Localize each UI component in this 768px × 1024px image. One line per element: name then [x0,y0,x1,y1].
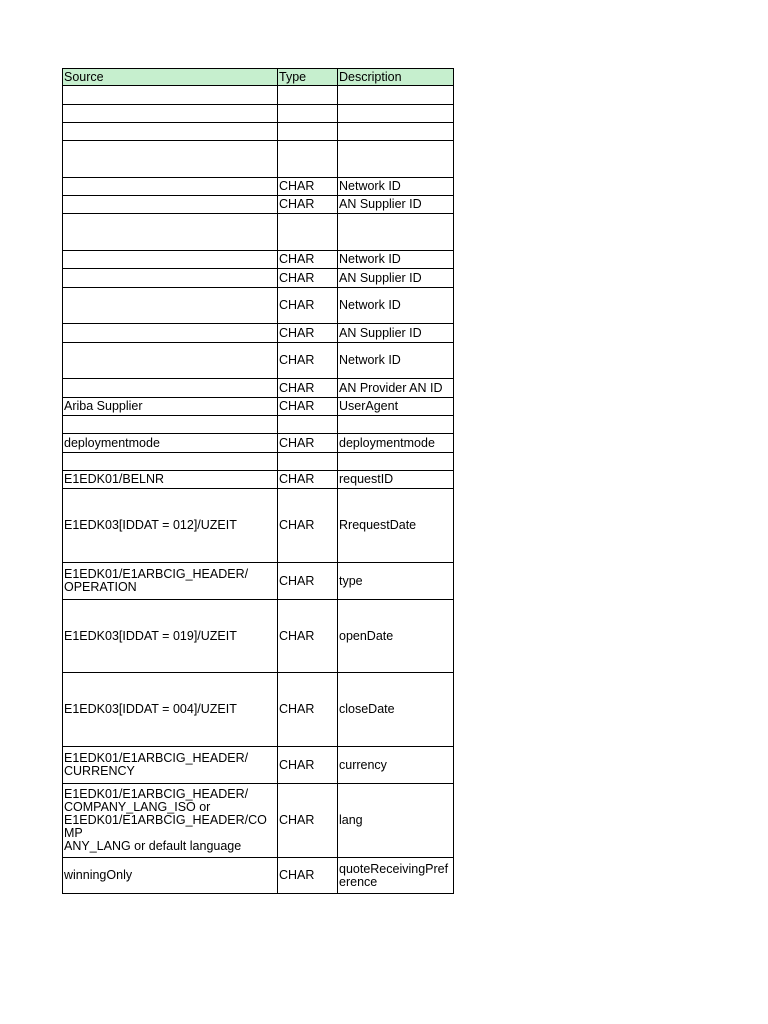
source-cell [63,343,278,379]
description-cell: UserAgent [338,398,454,416]
table-row [63,343,454,379]
source-cell: deploymentmode [63,434,278,453]
description-cell: AN Provider AN ID [338,379,454,398]
table-row [63,747,454,784]
description-cell [338,105,454,123]
table-row [63,123,454,141]
source-cell: E1EDK01/E1ARBCIG_HEADER/ CURRENCY [63,747,278,784]
source-cell [63,379,278,398]
type-cell [278,453,338,471]
type-cell: CHAR [278,858,338,894]
type-cell: CHAR [278,398,338,416]
table-row [63,141,454,178]
type-cell: CHAR [278,196,338,214]
source-cell: Ariba Supplier [63,398,278,416]
type-cell: CHAR [278,251,338,269]
description-cell: openDate [338,600,454,673]
header-row [63,69,454,86]
type-cell: CHAR [278,489,338,563]
table-row [63,471,454,489]
table-row [63,673,454,747]
table-row [63,251,454,269]
description-cell: RrequestDate [338,489,454,563]
type-cell: CHAR [278,343,338,379]
type-cell [278,123,338,141]
type-cell: CHAR [278,178,338,196]
table-row [63,86,454,105]
source-cell [63,196,278,214]
source-cell: E1EDK01/E1ARBCIG_HEADER/ COMPANY_LANG_ISO or E1EDK01/E1ARBCIG_HEADER/COMP ANY_LANG or default language [63,784,278,858]
mapping-table [62,68,454,894]
source-cell [63,251,278,269]
description-cell: closeDate [338,673,454,747]
type-cell: CHAR [278,784,338,858]
type-cell: CHAR [278,434,338,453]
table-row [63,288,454,324]
type-cell: CHAR [278,379,338,398]
table-row [63,784,454,858]
source-cell [63,214,278,251]
table-row [63,269,454,288]
description-cell: Network ID [338,288,454,324]
type-cell: CHAR [278,747,338,784]
table-row [63,105,454,123]
source-cell [63,453,278,471]
table-row [63,379,454,398]
type-cell [278,105,338,123]
description-cell: AN Supplier ID [338,196,454,214]
type-cell: CHAR [278,471,338,489]
type-cell [278,141,338,178]
description-cell: requestID [338,471,454,489]
source-cell [63,416,278,434]
description-cell [338,123,454,141]
table-row [63,434,454,453]
source-cell: E1EDK01/BELNR [63,471,278,489]
type-cell [278,416,338,434]
description-cell: AN Supplier ID [338,269,454,288]
description-cell: Network ID [338,251,454,269]
description-cell: Network ID [338,178,454,196]
source-cell [63,178,278,196]
description-cell: currency [338,747,454,784]
description-cell: type [338,563,454,600]
type-cell: CHAR [278,673,338,747]
table-row [63,178,454,196]
table-row [63,214,454,251]
source-cell [63,105,278,123]
description-cell: lang [338,784,454,858]
description-cell: AN Supplier ID [338,324,454,343]
source-cell: E1EDK03[IDDAT = 004]/UZEIT [63,673,278,747]
type-cell: CHAR [278,563,338,600]
source-cell [63,141,278,178]
type-cell: CHAR [278,324,338,343]
type-cell: CHAR [278,288,338,324]
source-cell [63,288,278,324]
table-row [63,858,454,894]
table-row [63,453,454,471]
type-cell: CHAR [278,600,338,673]
source-cell: E1EDK03[IDDAT = 019]/UZEIT [63,600,278,673]
source-cell [63,324,278,343]
header-description: Description [338,69,454,86]
header-source: Source [63,69,278,86]
source-cell: E1EDK03[IDDAT = 012]/UZEIT [63,489,278,563]
description-cell [338,416,454,434]
source-cell: winningOnly [63,858,278,894]
table-row [63,600,454,673]
table-row [63,196,454,214]
type-cell: CHAR [278,269,338,288]
source-cell: E1EDK01/E1ARBCIG_HEADER/ OPERATION [63,563,278,600]
source-cell [63,86,278,105]
source-cell [63,269,278,288]
description-cell [338,86,454,105]
description-cell: quoteReceivingPref erence [338,858,454,894]
table-row [63,563,454,600]
table-row [63,489,454,563]
header-type: Type [278,69,338,86]
type-cell [278,214,338,251]
table-row [63,398,454,416]
description-cell [338,141,454,178]
source-cell [63,123,278,141]
table-row [63,324,454,343]
description-cell: Network ID [338,343,454,379]
type-cell [278,86,338,105]
table-row [63,416,454,434]
description-cell [338,453,454,471]
description-cell: deploymentmode [338,434,454,453]
description-cell [338,214,454,251]
